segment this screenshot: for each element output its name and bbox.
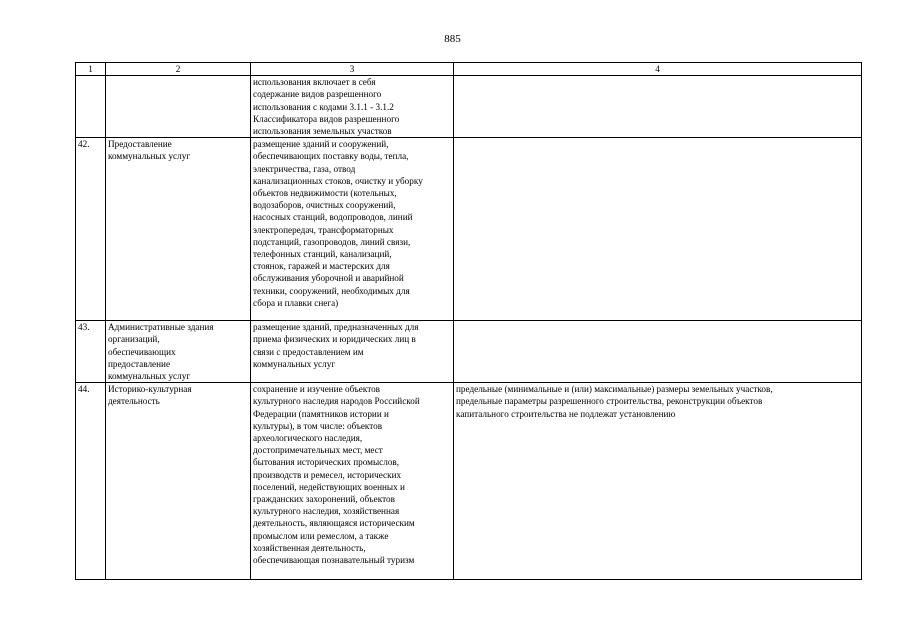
table-row bbox=[76, 138, 862, 321]
use-name-cell bbox=[106, 76, 251, 138]
use-name-line: обеспечивающих bbox=[108, 346, 176, 357]
land-use-table bbox=[75, 62, 862, 580]
description-line: использования с кодами 3.1.1 - 3.1.2 bbox=[253, 101, 394, 112]
params-line: предельные параметры разрешенного строительства, реконструкции объектов bbox=[456, 396, 763, 407]
description-line: коммунальных услуг bbox=[253, 358, 336, 369]
description-line: электропередач, трансформаторных bbox=[253, 224, 394, 235]
description-line: размещение зданий и сооружений, bbox=[253, 139, 389, 150]
description-line: деятельность, являющаяся историческим bbox=[253, 518, 415, 529]
col-header-2: 2 bbox=[106, 63, 251, 76]
description-cell bbox=[251, 76, 454, 138]
description-cell bbox=[251, 383, 454, 580]
description-line: объектов недвижимости (котельных, bbox=[253, 188, 397, 199]
description-line: связи с предоставлением им bbox=[253, 346, 364, 357]
description-line: Классификатора видов разрешенного bbox=[253, 113, 400, 124]
col-header-1: 1 bbox=[76, 63, 106, 76]
description-line: телефонных станций, канализаций, bbox=[253, 249, 392, 260]
description-line: использования включает в себя bbox=[253, 77, 376, 88]
description-line: обеспечивающих поставку воды, тепла, bbox=[253, 151, 409, 162]
description-line: бытования исторических промыслов, bbox=[253, 457, 400, 468]
col-header-4: 4 bbox=[454, 63, 862, 76]
use-name-line: Историко-культурная bbox=[108, 384, 192, 395]
description-line: сохранение и изучение объектов bbox=[253, 384, 381, 395]
table-row bbox=[76, 321, 862, 383]
row-number-cell bbox=[76, 76, 106, 138]
use-name-line: организаций, bbox=[108, 334, 160, 345]
use-name-line: Административные здания bbox=[108, 322, 214, 333]
description-line: канализационных стоков, очистку и уборку bbox=[253, 175, 423, 186]
col-header-3: 3 bbox=[251, 63, 454, 76]
params-cell bbox=[454, 138, 862, 321]
params-line: предельные (минимальные и (или) максимальные) размеры земельных участков, bbox=[456, 384, 773, 395]
description-line: поселений, недействующих военных и bbox=[253, 481, 405, 492]
description-cell bbox=[251, 138, 454, 321]
description-line: размещение зданий, предназначенных для bbox=[253, 322, 419, 333]
row-number-cell bbox=[76, 383, 106, 580]
description-line: насосных станций, водопроводов, линий bbox=[253, 212, 413, 223]
description-line: промыслом или ремеслом, а также bbox=[253, 530, 389, 541]
params-line: капитального строительства не подлежат установлению bbox=[456, 408, 676, 419]
use-name-cell bbox=[106, 383, 251, 580]
description-line: достопримечательных мест, мест bbox=[253, 445, 383, 456]
description-line: обеспечивающая познавательный туризм bbox=[253, 555, 415, 566]
use-name-line: коммунальных услуг bbox=[108, 371, 191, 382]
description-line: археологического наследия, bbox=[253, 433, 363, 444]
description-line: Федерации (памятников истории и bbox=[253, 408, 389, 419]
description-line: приема физических и юридических лиц в bbox=[253, 334, 416, 345]
table-row bbox=[76, 76, 862, 138]
use-name-line: деятельность bbox=[108, 396, 160, 407]
description-line: производств и ремесел, исторических bbox=[253, 469, 402, 480]
description-line: обслуживания уборочной и аварийной bbox=[253, 273, 404, 284]
description-line: сбора и плавки снега) bbox=[253, 297, 339, 308]
table-row bbox=[76, 383, 862, 580]
use-name-line: коммунальных услуг bbox=[108, 151, 191, 162]
use-name-line: Предоставление bbox=[108, 139, 172, 150]
description-line: культуры), в том числе: объектов bbox=[253, 420, 383, 431]
use-name-line: предоставление bbox=[108, 358, 171, 369]
description-line: гражданских захоронений, объектов bbox=[253, 494, 395, 505]
use-name-cell bbox=[106, 321, 251, 383]
params-cell bbox=[454, 76, 862, 138]
description-line: культурного наследия народов Российской bbox=[253, 396, 420, 407]
params-cell bbox=[454, 383, 862, 580]
row-number-cell bbox=[76, 321, 106, 383]
row-number: 44. bbox=[78, 384, 90, 395]
description-line: техники, сооружений, необходимых для bbox=[253, 285, 410, 296]
description-line: подстанций, газопроводов, линий связи, bbox=[253, 236, 411, 247]
row-number: 43. bbox=[78, 322, 90, 333]
use-name-cell bbox=[106, 138, 251, 321]
page-number: 885 bbox=[444, 33, 461, 45]
description-line: водозаборов, очистных сооружений, bbox=[253, 200, 396, 211]
params-cell bbox=[454, 321, 862, 383]
description-line: электричества, газа, отвод bbox=[253, 163, 356, 174]
description-line: культурного наследия, хозяйственная bbox=[253, 506, 400, 517]
header-row bbox=[76, 63, 862, 76]
description-line: содержание видов разрешенного bbox=[253, 89, 382, 100]
description-line: использования земельных участков bbox=[253, 126, 392, 137]
description-line: хозяйственная деятельность, bbox=[253, 542, 366, 553]
row-number-cell bbox=[76, 138, 106, 321]
row-number: 42. bbox=[78, 139, 90, 150]
description-cell bbox=[251, 321, 454, 383]
description-line: стоянок, гаражей и мастерских для bbox=[253, 261, 390, 272]
